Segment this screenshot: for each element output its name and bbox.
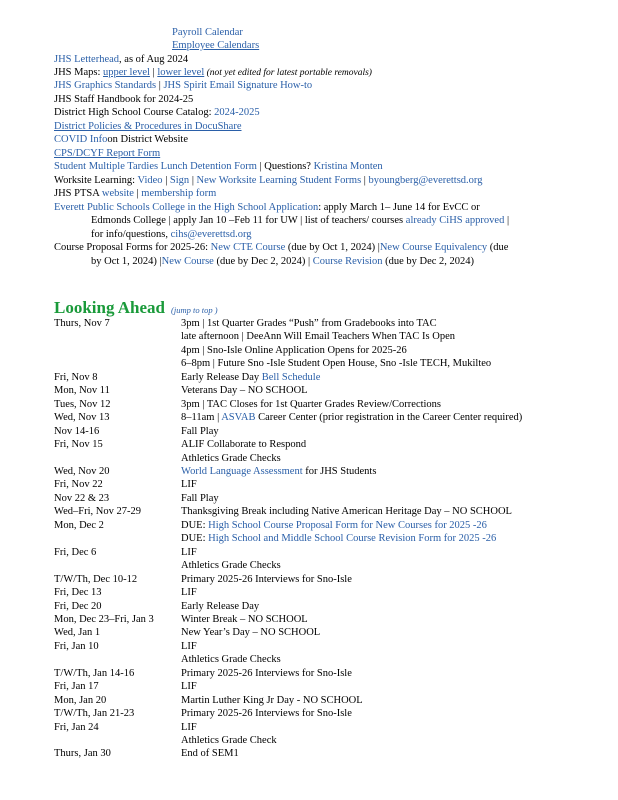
event-link[interactable]: ASVAB — [221, 412, 256, 424]
event-date: Fri, Jan 10 — [54, 640, 99, 652]
catalog-line — [54, 107, 260, 119]
maps-label: JHS Maps: — [54, 67, 104, 78]
event-description: late afternoon | DeeAnn Will Email Teachers When TAC Is Open — [181, 331, 455, 343]
letterhead-link[interactable]: JHS Letterhead — [54, 54, 120, 65]
event-description — [181, 466, 376, 478]
event-suffix: Career Center (prior registration in the Career Center required) — [255, 412, 523, 424]
policies-link[interactable]: District Policies & Procedures in DocuShare — [54, 121, 242, 132]
tardies-line — [54, 161, 383, 173]
worksite-sign-link[interactable]: Sign — [169, 175, 190, 186]
proposal-rev-due: (due by Dec 2, 2024) — [382, 256, 475, 267]
ptsa-membership-link[interactable]: membership form — [141, 188, 217, 199]
proposal-line1 — [54, 242, 508, 254]
jump-to-top-link[interactable]: (jump to top ) — [171, 305, 218, 315]
worksite-sep2: | — [189, 175, 197, 186]
worksite-sep1: | — [162, 175, 170, 186]
event-link[interactable]: World Language Assessment — [181, 465, 303, 477]
event-suffix: for JHS Students — [302, 465, 377, 477]
event-link[interactable]: Bell Schedule — [261, 371, 321, 383]
event-date: Fri, Nov 22 — [54, 479, 103, 491]
letterhead-suffix: , as of Aug 2024 — [119, 54, 189, 65]
event-date: Wed, Nov 20 — [54, 465, 110, 477]
event-date: Thurs, Jan 30 — [54, 748, 111, 760]
event-date: T/W/Th, Jan 14-16 — [54, 667, 135, 679]
event-description — [181, 520, 487, 532]
college-hs-line1 — [54, 202, 480, 214]
cihs-email-link[interactable]: cihs@everettsd.org — [170, 229, 252, 240]
event-description — [181, 372, 320, 384]
event-date: Mon, Nov 11 — [54, 385, 110, 397]
event-date: Thurs, Nov 7 — [54, 318, 110, 329]
event-date: Fri, Dec 13 — [54, 587, 102, 598]
email-signature-link[interactable]: JHS Spirit Email Signature How-to — [163, 80, 313, 91]
college-hs-line3 — [91, 229, 252, 241]
event-date: Fri, Jan 17 — [54, 681, 99, 693]
maps-upper-link[interactable]: upper level — [103, 67, 150, 78]
event-description: Thanksgiving Break including Native American Heritage Day – NO SCHOOL — [181, 506, 512, 518]
event-description — [181, 412, 522, 424]
event-description: Athletics Grade Checks — [181, 654, 281, 666]
event-description: Primary 2025-26 Interviews for Sno-Isle — [181, 667, 352, 679]
event-date: Mon, Dec 2 — [54, 519, 104, 531]
employee-calendars-line — [172, 40, 259, 52]
event-description: End of SEM1 — [181, 748, 239, 760]
event-description: 3pm | 1st Quarter Grades “Push” from Gradebooks into TAC — [181, 318, 437, 329]
catalog-link[interactable]: 2024-2025 — [214, 107, 260, 118]
event-description: Primary 2025-26 Interviews for Sno-Isle — [181, 708, 352, 719]
event-description: Winter Break – NO SCHOOL — [181, 613, 308, 625]
event-description: LIF — [181, 681, 197, 693]
event-prefix: 8–11am | — [181, 412, 222, 424]
proposal-equiv-due: (due — [487, 242, 509, 253]
event-description: Fall Play — [181, 425, 219, 437]
new-course-link[interactable]: New Course — [161, 256, 214, 267]
cps-report-link[interactable]: CPS/DCYF Report Form — [54, 148, 161, 159]
event-date: Mon, Dec 23–Fri, Jan 3 — [54, 613, 154, 625]
covid-line — [54, 134, 188, 146]
event-description: Fall Play — [181, 492, 219, 504]
event-description: LIF — [181, 546, 197, 558]
payroll-calendar-line — [172, 27, 243, 39]
event-description: Veterans Day – NO SCHOOL — [181, 385, 308, 397]
event-date: T/W/Th, Dec 10-12 — [54, 573, 138, 585]
college-hs-line3-text: for info/questions, — [91, 229, 171, 240]
worksite-line — [54, 175, 482, 187]
college-hs-application-link[interactable]: Everett Public Schools College in the High School Application — [54, 202, 319, 213]
proposal-new-due: (due by Dec 2, 2024) | — [213, 256, 313, 267]
event-date: Fri, Dec 20 — [54, 600, 102, 612]
cps-line — [54, 148, 160, 160]
event-date: Wed, Nov 13 — [54, 412, 110, 424]
tardies-form-link[interactable]: Student Multiple Tardies Lunch Detention Form — [54, 161, 257, 172]
worksite-video-link[interactable]: Video — [137, 175, 163, 186]
event-description: ALIF Collaborate to Respond — [181, 439, 307, 451]
event-date: Wed–Fri, Nov 27-29 — [54, 506, 141, 518]
event-date: Fri, Jan 24 — [54, 721, 99, 733]
event-prefix: Early Release Day — [181, 371, 262, 383]
tardies-contact-link[interactable]: Kristina Monten — [313, 161, 383, 172]
event-prefix: DUE: — [181, 533, 209, 545]
event-date: Fri, Nov 8 — [54, 371, 98, 383]
proposal-line2 — [91, 256, 474, 268]
event-date: Fri, Dec 6 — [54, 546, 97, 558]
event-date: Mon, Jan 20 — [54, 694, 107, 706]
worksite-email-link[interactable]: byoungberg@everettsd.org — [368, 175, 483, 186]
maps-line — [54, 67, 372, 79]
tardies-mid: | Questions? — [256, 161, 314, 172]
worksite-sep3: | — [361, 175, 369, 186]
event-description — [181, 533, 496, 545]
handbook-line: JHS Staff Handbook for 2024-25 — [54, 94, 194, 105]
event-date: Nov 14-16 — [54, 425, 100, 437]
event-description: Athletics Grade Checks — [181, 452, 281, 464]
catalog-label: District High School Course Catalog: — [54, 107, 215, 118]
event-description: LIF — [181, 640, 197, 652]
event-date: Nov 22 & 23 — [54, 492, 110, 504]
event-link[interactable]: High School and Middle School Course Revision Form for 2025 -26 — [208, 533, 497, 545]
proposal-cte-due: (due by Oct 1, 2024) | — [285, 242, 380, 253]
graphics-standards-link[interactable]: JHS Graphics Standards — [54, 80, 157, 91]
college-hs-line2 — [91, 215, 509, 227]
college-hs-line2-text: Edmonds College | apply Jan 10 –Feb 11 for UW | list of teachers/ courses — [91, 215, 406, 226]
worksite-forms-link[interactable]: New Worksite Learning Student Forms — [196, 175, 362, 186]
letterhead-line — [54, 54, 188, 66]
cihs-approved-link[interactable]: already CiHS approved — [405, 215, 505, 226]
event-description: Primary 2025-26 Interviews for Sno-Isle — [181, 573, 352, 585]
course-revision-link[interactable]: Course Revision — [312, 256, 383, 267]
maps-note: (not yet edited for latest portable removals) — [204, 68, 372, 78]
ptsa-website-link[interactable]: website — [101, 188, 134, 199]
event-date: Wed, Jan 1 — [54, 627, 101, 639]
covid-link[interactable]: COVID Info — [54, 134, 108, 145]
event-date: T/W/Th, Jan 21-23 — [54, 708, 135, 719]
college-hs-line2-end: | — [504, 215, 510, 226]
event-date: Tues, Nov 12 — [54, 398, 111, 410]
graphics-line — [54, 80, 312, 92]
ptsa-line — [54, 188, 216, 200]
event-description: Early Release Day — [181, 600, 260, 612]
employee-calendars-link[interactable]: Employee Calendars — [172, 40, 260, 51]
looking-ahead-title: Looking Ahead — [54, 298, 166, 317]
maps-lower-link[interactable]: lower level — [157, 67, 205, 78]
worksite-label: Worksite Learning: — [54, 175, 138, 186]
event-prefix: DUE: — [181, 519, 209, 531]
college-hs-line1-suffix: : apply March 1– June 14 for EvCC or — [318, 202, 480, 213]
maps-sep: | — [149, 67, 158, 78]
covid-suffix: on District Website — [107, 134, 188, 145]
event-description: New Year’s Day – NO SCHOOL — [181, 627, 321, 639]
event-description: 3pm | TAC Closes for 1st Quarter Grades Review/Corrections — [181, 398, 442, 410]
event-description: Athletics Grade Checks — [181, 560, 281, 572]
policies-line — [54, 121, 242, 133]
new-course-equivalency-link[interactable]: New Course Equivalency — [379, 242, 488, 253]
event-description: 4pm | Sno-Isle Online Application Opens for 2025-26 — [181, 344, 407, 356]
event-description: 6–8pm | Future Sno -Isle Student Open House, Sno -Isle TECH, Mukilteo — [181, 358, 492, 370]
proposal-label: Course Proposal Forms for 2025-26: — [54, 242, 211, 253]
event-description: Martin Luther King Jr Day - NO SCHOOL — [181, 694, 363, 706]
ptsa-sep: | — [133, 188, 142, 199]
event-description: LIF — [181, 721, 197, 733]
proposal-line2-start: by Oct 1, 2024) | — [91, 256, 162, 267]
new-cte-course-link[interactable]: New CTE Course — [210, 242, 286, 253]
event-description: LIF — [181, 479, 197, 491]
event-description: LIF — [181, 587, 197, 598]
graphics-sep: | — [156, 80, 164, 91]
payroll-calendar-link[interactable]: Payroll Calendar — [172, 27, 243, 38]
event-description: Athletics Grade Check — [181, 735, 277, 746]
looking-ahead-heading — [54, 298, 218, 320]
ptsa-label: JHS PTSA — [54, 188, 102, 199]
event-link[interactable]: High School Course Proposal Form for New Courses for 2025 -26 — [208, 519, 487, 531]
event-date: Fri, Nov 15 — [54, 439, 103, 451]
